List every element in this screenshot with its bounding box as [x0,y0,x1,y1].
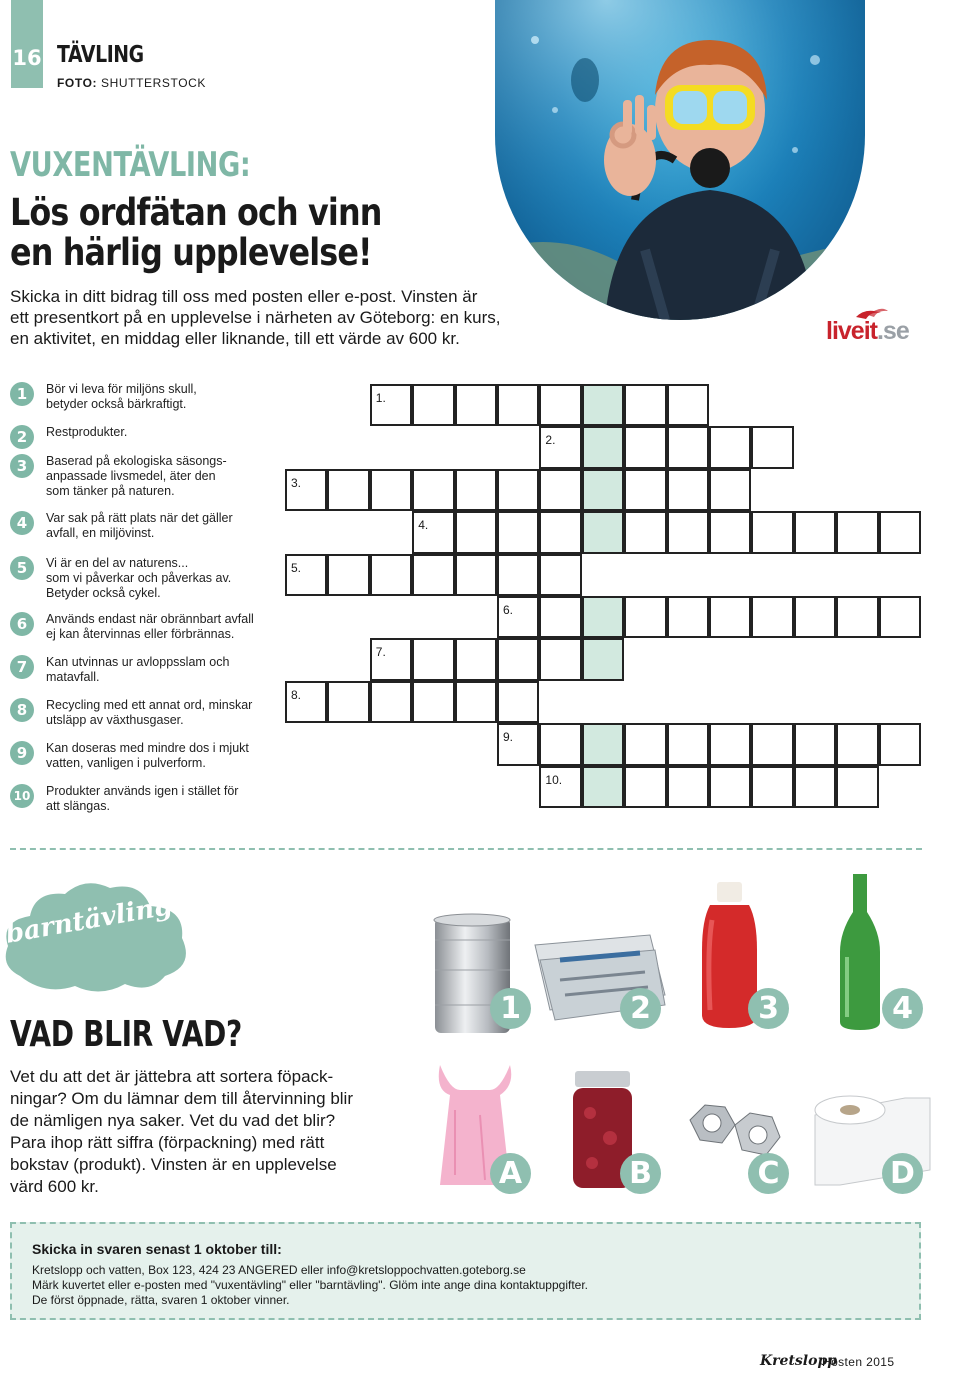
crossword-cell[interactable] [667,426,709,468]
crossword-cell[interactable] [455,384,497,426]
section-divider [10,848,922,850]
clue-text-line1: Recycling med ett annat ord, minskar [46,698,253,712]
info-line-address: Kretslopp och vatten, Box 123, 424 23 ANGERED eller info@kretsloppochvatten.goteborg.se [32,1263,526,1277]
page-number: 16 [11,0,43,88]
crossword-cell[interactable] [497,596,539,638]
clue-text-line2: anpassade livsmedel, äter den [46,469,216,483]
crossword-cell[interactable] [412,638,454,680]
crossword-cell[interactable] [497,554,539,596]
vuxen-kicker: VUXENTÄVLING: [10,145,251,185]
clue-text-line1: Var sak på rätt plats när det gäller [46,511,233,525]
crossword-cell[interactable] [836,511,878,553]
intro-text [10,286,550,349]
clue-text-line2: som vi påverkar och påverkas av. [46,571,232,585]
clue-10 [10,784,270,814]
crossword-cell[interactable] [667,384,709,426]
crossword-cell[interactable] [497,723,539,765]
crossword-clue-number: 1. [375,391,386,405]
photo-credit-value: SHUTTERSTOCK [101,76,207,90]
clue-text [46,425,127,449]
crossword-cell[interactable] [539,596,581,638]
crossword-clue-number: 8. [291,687,302,702]
intro-line-3: en aktivitet, en middag eller liknande, till ett värde av 600 kr. [10,329,460,348]
clue-1 [10,382,270,412]
crossword-cell[interactable] [327,469,369,511]
crossword-cell[interactable] [582,384,624,426]
diver-illustration-icon [495,0,865,320]
crossword-cell[interactable] [539,469,581,511]
crossword-cell[interactable] [455,638,497,680]
barn-badge-text: barntävling! [3,888,186,950]
liveit-logo [826,305,926,350]
crossword-cell[interactable] [285,681,327,723]
clue-5 [10,556,270,601]
clue-number: 5 [10,556,34,580]
crossword-cell[interactable] [751,511,793,553]
crossword-cell[interactable] [582,723,624,765]
clue-8 [10,698,270,728]
vad-title: VAD BLIR VAD? [10,1014,242,1055]
clue-text-line1: Restprodukter. [46,425,128,439]
clue-4 [10,511,270,541]
crossword-cell[interactable] [582,638,624,680]
crossword-cell[interactable] [624,469,666,511]
clue-text-line3: Betyder också cykel. [46,586,161,600]
clue-text-line1: Bör vi leva för miljöns skull, [46,382,197,396]
crossword-cell[interactable] [455,511,497,553]
crossword-cell[interactable] [455,681,497,723]
crossword-cell[interactable] [412,469,454,511]
vad-body-line-2: ningar? Om du lämnar dem till återvinning blir [10,1089,353,1108]
crossword-cell[interactable] [836,596,878,638]
clue-text-line2: att slängas. [46,799,110,813]
product-badge-C: C [748,1153,789,1194]
crossword-cell[interactable] [539,554,581,596]
product-badge-4: 4 [882,988,923,1029]
crossword-cell[interactable] [794,766,836,808]
crossword-cell[interactable] [497,511,539,553]
clue-text-line1: Kan doseras med mindre dos i mjukt [46,741,249,755]
product-badge-D: D [882,1153,923,1194]
clue-text [46,511,233,541]
crossword-cell[interactable] [327,681,369,723]
crossword-cell[interactable] [539,766,581,808]
crossword-cell[interactable] [582,766,624,808]
crossword-cell[interactable] [539,723,581,765]
crossword-cell[interactable] [370,469,412,511]
crossword-clue-number: 2. [545,433,556,448]
product-badge-2: 2 [620,988,661,1029]
liveit-text-main: live [826,317,864,345]
crossword-cell[interactable] [582,511,624,553]
info-heading: Skicka in svaren senast 1 oktober till: [32,1241,282,1257]
crossword-cell[interactable] [285,469,327,511]
info-line-winners: De först öppnade, rätta, svaren 1 oktober vinner. [32,1293,290,1307]
clue-number: 4 [10,511,34,535]
clue-7 [10,655,270,685]
vad-body [10,1066,385,1198]
crossword-cell[interactable] [624,766,666,808]
crossword-cell[interactable] [370,681,412,723]
crossword-cell[interactable] [497,638,539,680]
crossword-cell[interactable] [794,723,836,765]
crossword-cell[interactable] [412,681,454,723]
crossword-cell[interactable] [709,723,751,765]
liveit-text-tld: .se [876,317,909,345]
liveit-text-accent: it [863,317,877,345]
clue-9 [10,741,270,771]
crossword-clue-number: 9. [503,730,514,745]
product-badge-3: 3 [748,988,789,1029]
crossword-cell[interactable] [667,469,709,511]
vad-body-line-5: bokstav (produkt). Vinsten är en upplevelse [10,1155,337,1174]
crossword-cell[interactable] [412,554,454,596]
clue-text [46,556,231,601]
crossword-cell[interactable] [624,596,666,638]
crossword-cell[interactable] [751,723,793,765]
clue-number: 7 [10,655,34,679]
clue-text-line1: Produkter används igen i stället för [46,784,239,798]
clue-text [46,655,229,685]
glass-bottle-icon [835,872,885,1032]
crossword-clue-number: 3. [291,475,302,490]
crossword-cell[interactable] [794,596,836,638]
crossword-cell[interactable] [539,511,581,553]
clue-3 [10,454,270,499]
crossword-cell[interactable] [624,511,666,553]
crossword-cell[interactable] [582,426,624,468]
crossword-cell[interactable] [624,384,666,426]
crossword-cell[interactable] [285,554,327,596]
diver-photo [495,0,865,320]
clue-6 [10,612,270,642]
crossword-cell[interactable] [370,638,412,680]
crossword-cell[interactable] [709,596,751,638]
clue-text [46,382,197,412]
intro-line-1: Skicka in ditt bidrag till oss med posten eller e-post. Vinsten är [10,287,478,306]
crossword-clue-number: 7. [375,645,386,660]
crossword-cell[interactable] [412,511,454,553]
crossword-cell[interactable] [794,511,836,553]
crossword-cell[interactable] [751,766,793,808]
crossword-cell[interactable] [709,426,751,468]
footer-season: Hösten 2015 [822,1355,895,1369]
crossword-cell[interactable] [455,554,497,596]
clue-number: 8 [10,698,34,722]
crossword-cell[interactable] [370,554,412,596]
crossword-cell[interactable] [582,596,624,638]
clue-text [46,454,227,499]
crossword-cell[interactable] [539,638,581,680]
crossword-cell[interactable] [455,469,497,511]
clue-text-line2: betyder också bärkraftigt. [46,397,187,411]
vad-body-line-1: Vet du att det är jättebra att sortera föpack- [10,1067,334,1086]
clue-text-line1: Baserad på ekologiska säsongs- [46,454,227,468]
clue-number: 3 [10,454,34,478]
crossword-clue-number: 10. [545,772,563,787]
crossword-cell[interactable] [497,681,539,723]
submission-info-box [10,1222,921,1320]
vad-body-line-4: Para ihop rätt siffra (förpackning) med rätt [10,1133,325,1152]
product-badge-B: B [620,1153,661,1194]
headline-line-1: Lös ordfätan och vinn [10,191,382,234]
vad-body-line-3: de nämligen nya saker. Vet du vad det blir? [10,1111,336,1130]
clue-number: 1 [10,382,34,406]
crossword-cell[interactable] [709,469,751,511]
clue-text [46,698,252,728]
section-title: TÄVLING [57,42,144,68]
footer-brand: Kretslopp [760,1353,838,1369]
clue-number: 6 [10,612,34,636]
crossword-clue-number: 5. [291,560,302,575]
crossword-cell[interactable] [751,426,793,468]
clue-number: 10 [10,784,34,808]
crossword-cell[interactable] [412,384,454,426]
crossword-clue-number: 6. [503,603,514,617]
crossword-cell[interactable] [667,723,709,765]
crossword-clue-number: 4. [418,518,429,533]
crossword-cell[interactable] [497,384,539,426]
crossword-cell[interactable] [836,723,878,765]
crossword-cell[interactable] [879,596,921,638]
clue-text [46,784,238,814]
clue-text-line2: vatten, vanligen i pulverform. [46,756,206,770]
crossword-cell[interactable] [879,723,921,765]
clue-number: 2 [10,425,34,449]
crossword-cell[interactable] [497,469,539,511]
crossword-cell[interactable] [582,469,624,511]
photo-credit-label: FOTO: [57,76,98,90]
crossword-cell[interactable] [624,723,666,765]
crossword-cell[interactable] [751,596,793,638]
crossword-cell[interactable] [709,511,751,553]
product-badge-1: 1 [490,988,531,1029]
clue-2 [10,425,270,449]
clue-text-line1: Kan utvinnas ur avloppsslam och [46,655,230,669]
crossword-cell[interactable] [370,384,412,426]
clue-text-line1: Används endast när obrännbart avfall [46,612,254,626]
crossword-cell[interactable] [667,511,709,553]
crossword-cell[interactable] [624,426,666,468]
clue-number: 9 [10,741,34,765]
intro-line-2: ett presentkort på en upplevelse i närheten av Göteborg: en kurs, [10,308,501,327]
crossword-cell[interactable] [836,766,878,808]
vad-body-line-6: värd 600 kr. [10,1177,99,1196]
crossword-cell[interactable] [539,384,581,426]
info-line-marking: Märk kuvertet eller e-posten med "vuxentävling" eller "barntävling". Glöm inte ange dina kontaktuppgifter. [32,1278,589,1292]
clue-text [46,741,249,771]
crossword-cell[interactable] [327,554,369,596]
clue-text-line1: Vi är en del av naturens... [46,556,189,570]
product-badge-A: A [490,1153,531,1194]
headline-line-2: en härlig upplevelse! [10,231,372,274]
crossword-cell[interactable] [667,766,709,808]
clue-text-line2: avfall, en miljövinst. [46,526,155,540]
clue-text-line3: som tänker på naturen. [46,484,175,498]
crossword-cell[interactable] [709,766,751,808]
headline [10,193,382,273]
photo-credit [57,76,206,90]
clue-text-line2: ej kan återvinnas eller förbrännas. [46,627,235,641]
clue-text-line2: utsläpp av växthusgaser. [46,713,184,727]
crossword-cell[interactable] [539,426,581,468]
crossword-cell[interactable] [667,596,709,638]
clue-text-line2: matavfall. [46,670,100,684]
clue-text [46,612,254,642]
crossword-cell[interactable] [879,511,921,553]
